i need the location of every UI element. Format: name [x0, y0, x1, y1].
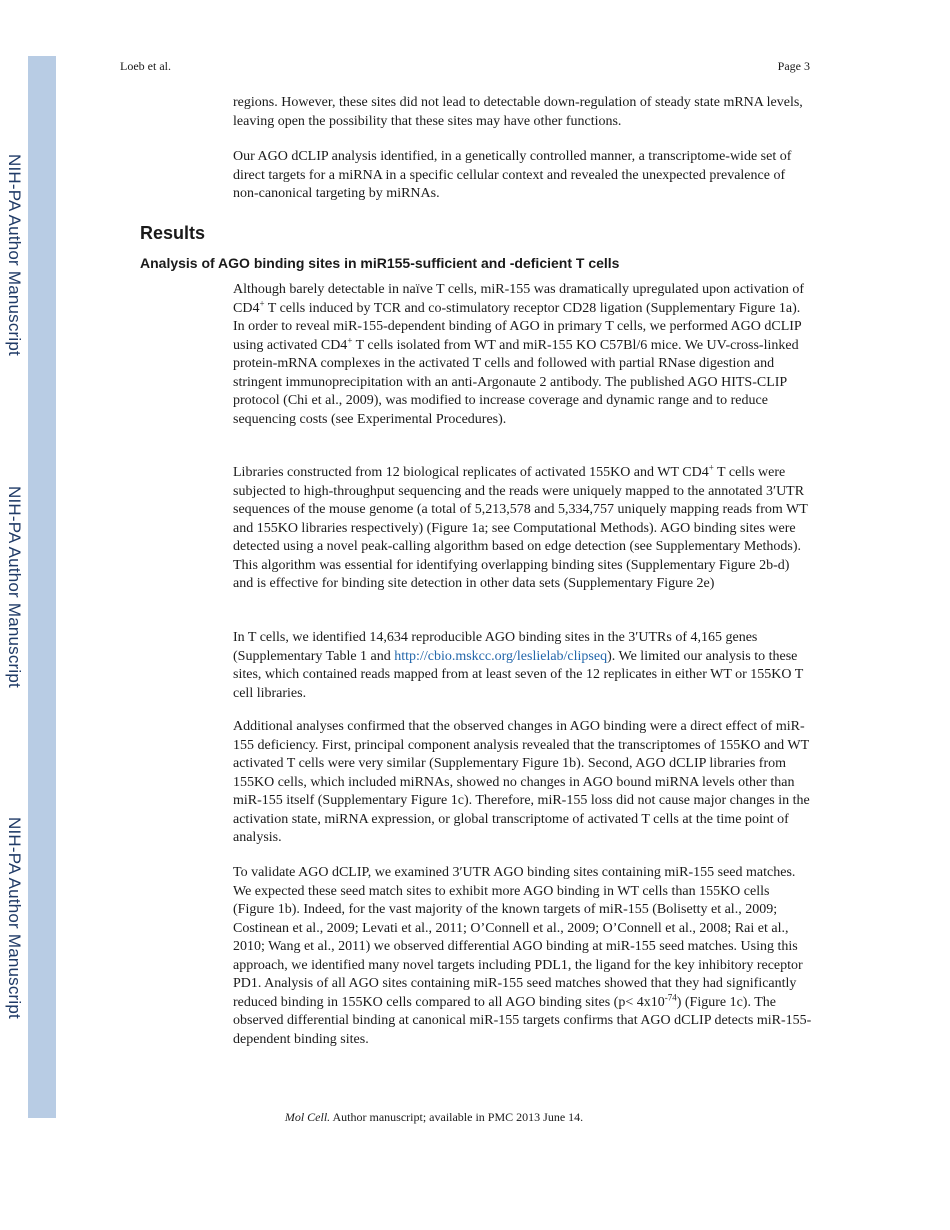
results-paragraph-4: Additional analyses confirmed that the observed changes in AGO binding were a direct effect of miR-155 deficiency. First, principal component analysis revealed that the transcriptomes of 155KO and WT activated T cells were very similar (Supplementary Figure 1b). Second, AGO dCLIP libraries from 155KO cells, which included miRNAs, showed no changes in AGO bound miRNA levels other than miR-155 itself (Supplementary Figure 1c). Therefore, miR-155 loss did not cause major changes in the activation state, miRNA expression, or global transcriptome of activated T cells at the time point of analysis.: [233, 719, 810, 845]
clipseq-link[interactable]: http://cbio.mskcc.org/leslielab/clipseq: [394, 648, 608, 664]
journal-name: Mol Cell.: [284, 1110, 331, 1124]
results-paragraph-2: Libraries constructed from 12 biological replicates of activated 155KO and WT CD4+ T cells were subjected to high-throughput sequencing and the reads were uniquely mapped to the annotated 3′UTR sequences of the mouse genome (a total of 5,213,578 and 5,334,757 uniquely mapping reads from WT and 155KO libraries respectively) (Figure 1a; see Computational Methods). AGO binding sites were detected using a novel peak-calling algorithm based on edge detection (see Supplementary Methods). This algorithm was essential for identifying overlapping binding sites (Supplementary Figure 2b-d) and is effective for binding site detection in other data sets (Supplementary Figure 2e): [233, 462, 808, 591]
running-header-author: Loeb et al.: [120, 59, 171, 73]
intro-paragraph-2: Our AGO dCLIP analysis identified, in a genetically controlled manner, a transcriptome-wide set of direct targets for a miRNA in a specific cellular context and revealed the unexpected prevalence of non-canonical targeting by miRNAs.: [233, 149, 792, 201]
results-paragraph-3: In T cells, we identified 14,634 reproducible AGO binding sites in the 3′UTRs of 4,165 genes (Supplementary Table 1 and http://cbio.mskcc.org/leslielab/clipseq). We limited our analysis to these sites, which contained reads mapped from at least seven of the 12 replicates in either WT or 155KO T cell libraries.: [233, 630, 804, 701]
results-paragraph-5: To validate AGO dCLIP, we examined 3′UTR AGO binding sites containing miR-155 seed matches. We expected these seed match sites to exhibit more AGO binding in WT cells than 155KO cells (Figure 1b). Indeed, for the vast majority of the known targets of miR-155 (Bolisetty et al., 2009; Costinean et al., 2009; Levati et al., 2011; O’Connell et al., 2009; O’Connell et al., 2008; Rai et al., 2010; Wang et al., 2011) we observed differential AGO binding at miR-155 seed matches. Using this approach, we identified many novel targets including PDL1, the ligand for the key inhibitory receptor PD1. Analysis of all AGO sites containing miR-155 seed matches showed that they had significantly reduced binding in 155KO cells compared to all AGO binding sites $(p< 4x10^{-74})$ (Figure 1c). The observed differential binding at canonical miR-155 targets confirms that AGO dCLIP detects miR-155-dependent binding sites.: [233, 865, 812, 1047]
sidebar-banner: [28, 56, 56, 1118]
section-heading-results: Results: [140, 223, 206, 243]
subsection-heading: Analysis of AGO binding sites in miR155-sufficient and -deficient T cells: [140, 255, 620, 271]
intro-paragraph-1: regions. However, these sites did not lead to detectable down-regulation of steady state mRNA levels, leaving open the possibility that these sites may have other functions.: [233, 95, 803, 129]
results-paragraph-1: Although barely detectable in naïve T cells, miR-155 was dramatically upregulated upon activation of CD4+ T cells induced by TCR and co-stimulatory receptor CD28 ligation (Supplementary Figure 1a). In order to reveal miR-155-dependent binding of AGO in primary T cells, we performed AGO dCLIP using activated CD4+ T cells isolated from WT and miR-155 KO C57Bl/6 mice. We UV-cross-linked protein-mRNA complexes in the activated T cells and followed with partial RNase digestion and stringent immunoprecipitation with an anti-Argonaute 2 antibody. The published AGO HITS-CLIP protocol (Chi et al., 2009), was modified to increase coverage and dynamic range and to reduce sequencing costs (see Experimental Procedures).: [233, 282, 804, 427]
page-footer: Mol Cell. Author manuscript; available in PMC 2013 June 14.: [284, 1110, 584, 1124]
page-number: Page 3: [777, 59, 810, 73]
